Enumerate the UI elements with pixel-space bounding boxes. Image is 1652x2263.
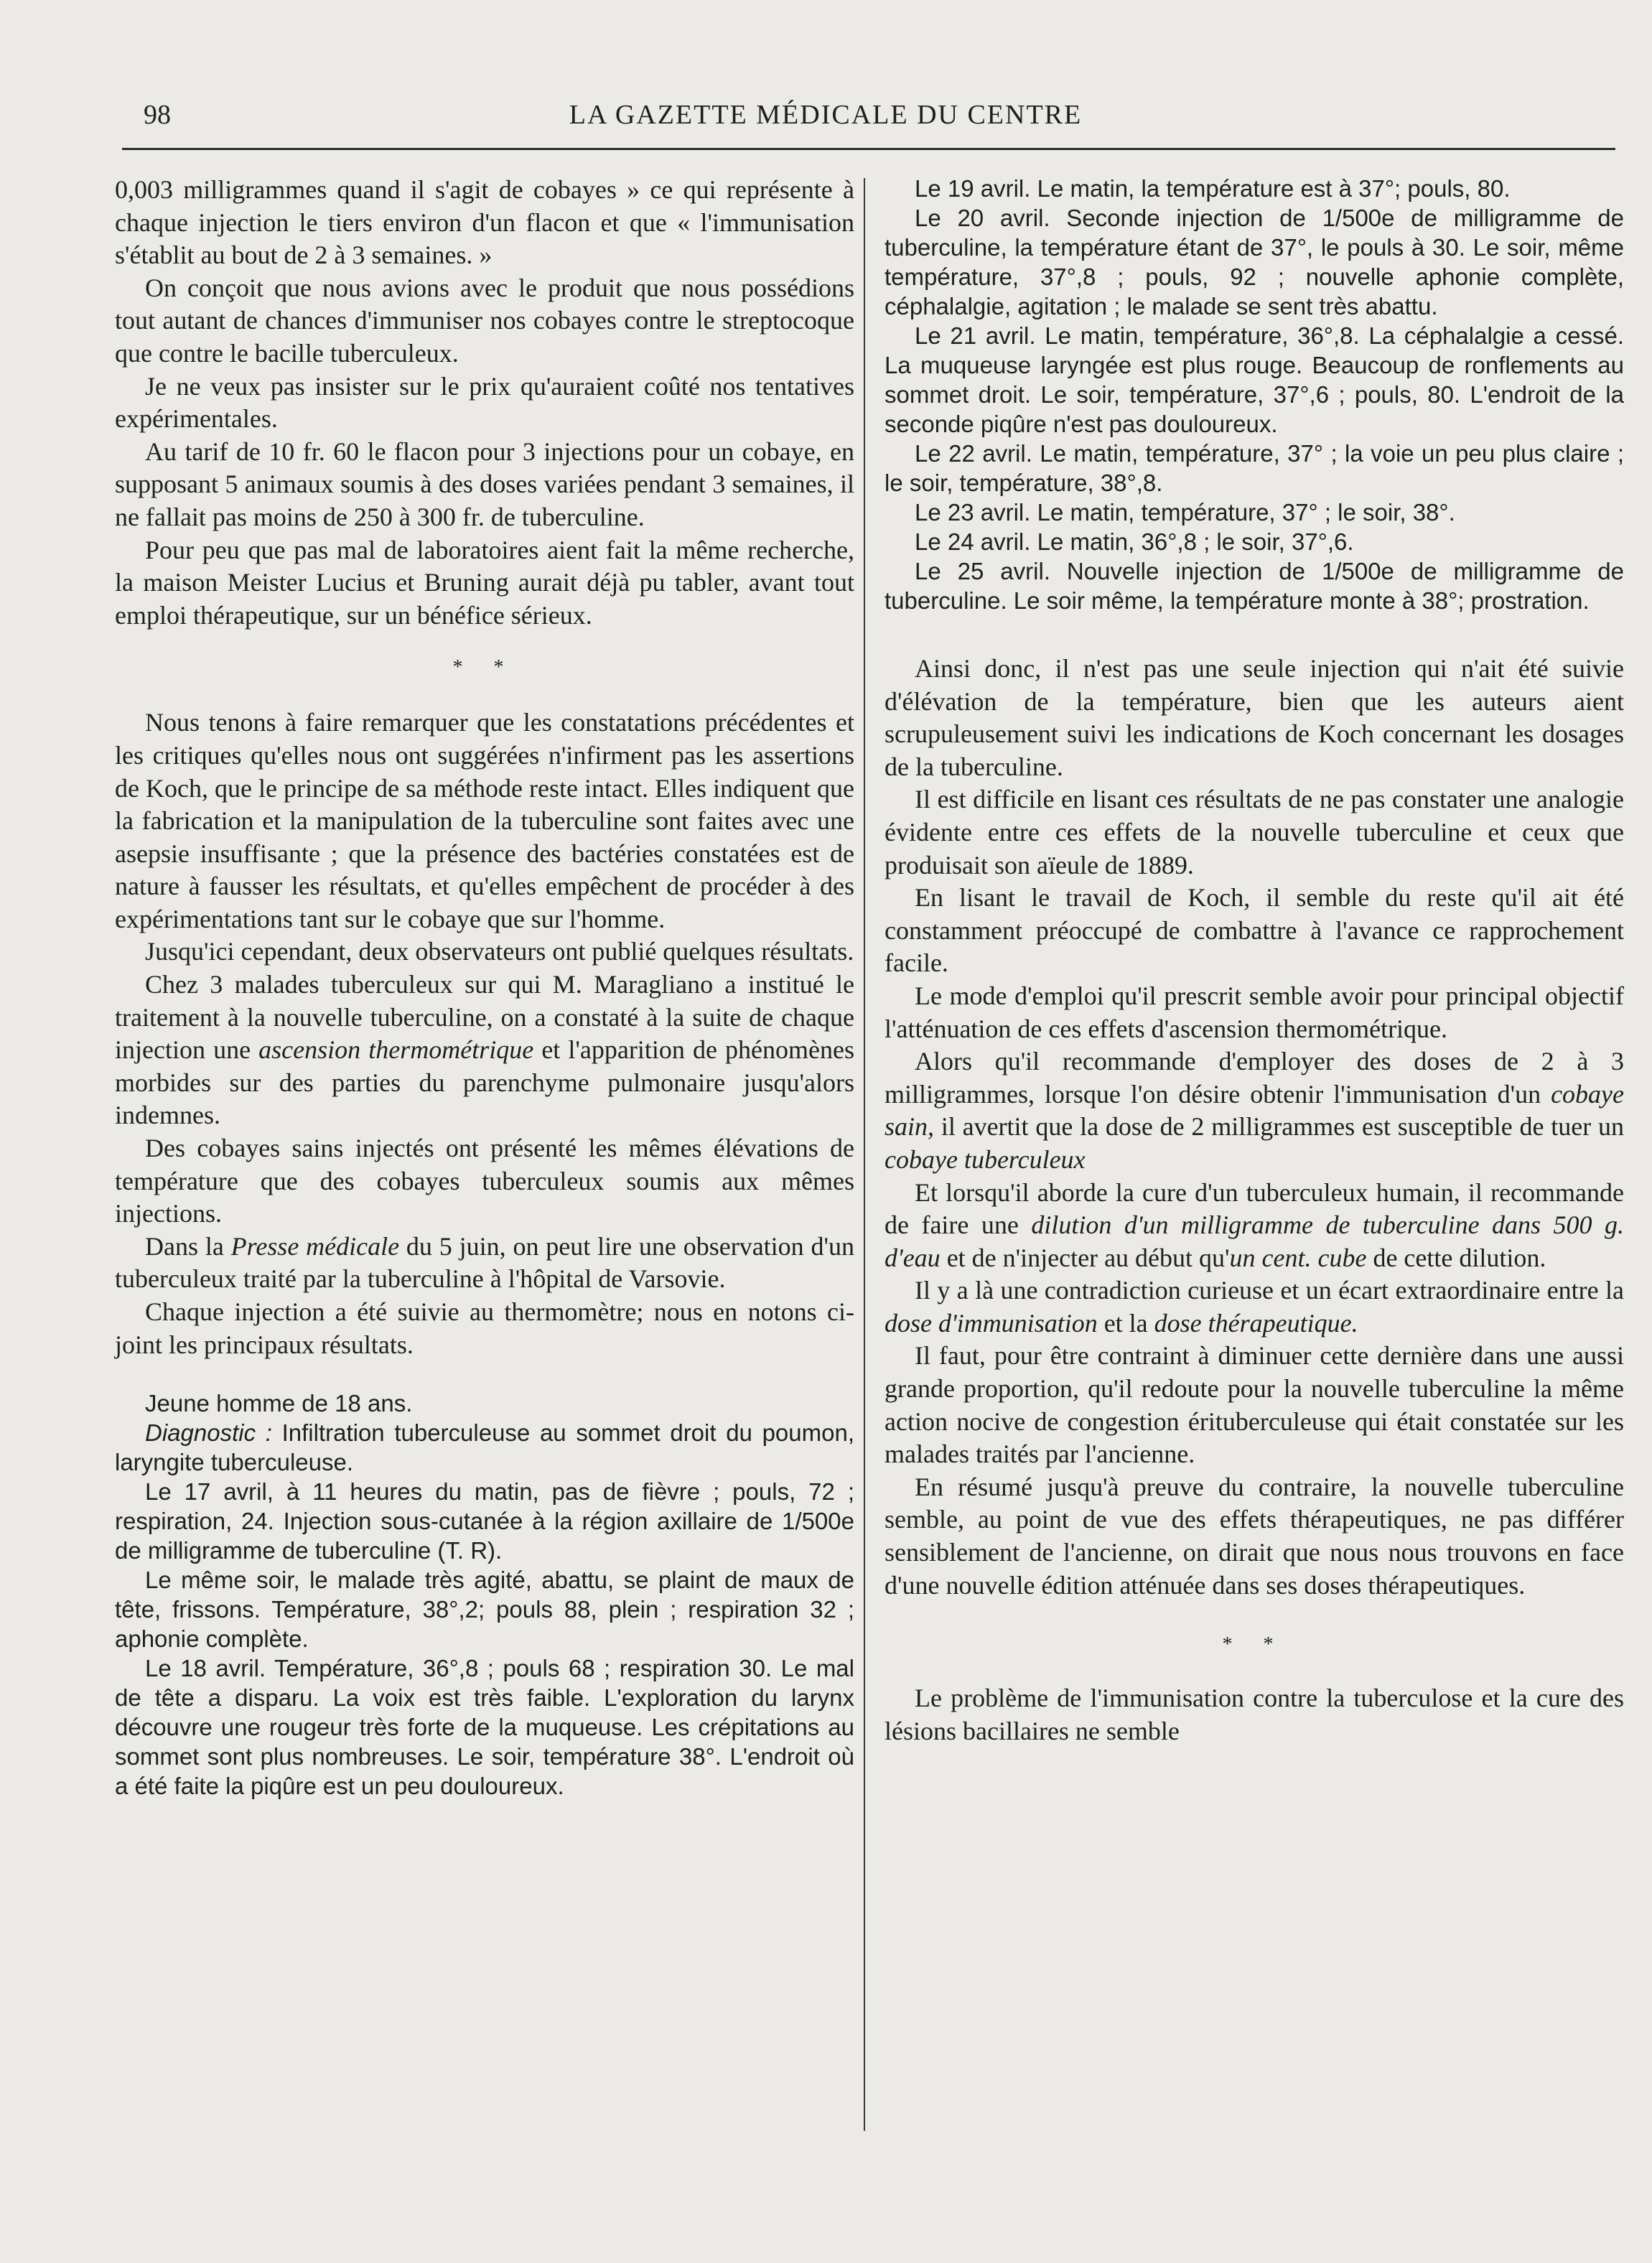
observation-line: Diagnostic : Infiltration tuberculeuse au sommet droit du poumon, laryngite tuberculeuse. <box>115 1419 854 1476</box>
paragraph: Nous tenons à faire remarquer que les constatations précédentes et les critiques qu'elles nous ont suggérées n'infirment pas les assertions de Koch, que le principe de sa méthode reste intact. Elles indiquent que la fabrication et la manipulation de la tuberculine sont faites avec une asepsie insuffisante ; que la présence des bactéries constatées est de nature à fausser les résultats, et qu'elles empêchent de procéder à des expérimentations tant sur le cobaye que sur l'homme. <box>115 708 854 933</box>
observation-line: Jeune homme de 18 ans. <box>145 1390 413 1417</box>
observation-line: Le 20 avril. Seconde injection de 1/500e de milligramme de tuberculine, la température étant de 37°, le pouls à 30. Le soir, même température, 37°,8 ; pouls, 92 ; nouvelle aphonie complète, céphalalgie, agitation ; le malade se sent très abattu. <box>885 205 1624 319</box>
emphasis: cobaye tuberculeux <box>885 1144 1086 1174</box>
paragraph: On conçoit que nous avions avec le produit que nous possédions tout autant de chances d'immuniser nos cobayes contre le streptocoque que contre le bacille tuberculeux. <box>115 273 854 368</box>
paragraph: Il y a là une contradiction curieuse et un écart extraordinaire entre la dose d'immunisation et la dose thérapeutique. <box>885 1276 1624 1338</box>
paragraph: En résumé jusqu'à preuve du contraire, la nouvelle tuberculine semble, au point de vue des effets thérapeutiques, ne pas différer sensiblement de l'ancienne, on dirait que nous nous trouvons en face d'une nouvelle édition atténuée dans ses doses thérapeutiques. <box>885 1472 1624 1600</box>
paragraph: Chez 3 malades tuberculeux sur qui M. Maragliano a institué le traitement à la nouvelle tuberculine, on a constaté à la suite de chaque injection une ascension thermométrique et l'apparition de phénomènes morbides sur des parties du parenchyme pulmonaire jusqu'alors indemnes. <box>115 970 854 1130</box>
paragraph: Ainsi donc, il n'est pas une seule injection qui n'ait été suivie d'élévation de la température, bien que les auteurs aient scrupuleusement suivi les indications de Koch concernant les dosages de la tuberculine. <box>885 654 1624 781</box>
emphasis: dose thérapeutique. <box>1154 1308 1358 1338</box>
right-column <box>885 174 1624 1748</box>
paragraph: Il faut, pour être contraint à diminuer cette dernière dans une aussi grande proportion, qu'il redoute pour la nouvelle tuberculine la même action nocive de congestion érituberculeuse qui était constatée sur les malades traités par l'ancienne. <box>885 1341 1624 1469</box>
header-rule <box>122 148 1615 150</box>
observation-line: Le 22 avril. Le matin, température, 37° ; la voie un peu plus claire ; le soir, température, 38°,8. <box>885 440 1624 496</box>
emphasis: dilution d'un milligramme de tuberculine dans 500 g. d'eau <box>885 1210 1624 1272</box>
emphasis: un cent. cube <box>1229 1243 1367 1272</box>
paragraph: Le problème de l'immunisation contre la tuberculose et la cure des lésions bacillaires ne semble <box>885 1684 1624 1745</box>
paragraph: Pour peu que pas mal de laboratoires aient fait la même recherche, la maison Meister Lucius et Bruning aurait déjà pu tabler, avant tout emploi thérapeutique, sur un bénéfice sérieux. <box>115 535 854 630</box>
page-number: 98 <box>144 100 171 130</box>
emphasis: cobaye sain, <box>885 1079 1625 1142</box>
emphasis: Presse médicale <box>230 1231 400 1261</box>
left-column <box>115 174 854 1801</box>
paragraph: Dans la Presse médicale du 5 juin, on peut lire une observation d'un tuberculeux traité par la tuberculine à l'hôpital de Varsovie. <box>115 1231 855 1294</box>
observation-line: Le 24 avril. Le matin, 36°,8 ; le soir, 37°,6. <box>915 528 1354 555</box>
emphasis: Diagnostic : <box>145 1419 272 1447</box>
paragraph: Jusqu'ici cependant, deux observateurs ont publié quelques résultats. <box>145 937 854 966</box>
observation-line: Le 23 avril. Le matin, température, 37° ; le soir, 38°. <box>915 499 1455 526</box>
paragraph: Il est difficile en lisant ces résultats de ne pas constater une analogie évidente entre ces effets de la nouvelle tuberculine et ceux que produisait son aïeule de 1889. <box>885 785 1624 879</box>
section-separator: * * <box>452 656 517 679</box>
observation-line: Le 17 avril, à 11 heures du matin, pas de fièvre ; pouls, 72 ; respiration, 24. Injection sous-cutanée à la région axillaire de 1/500e de milligramme de tuberculine (T. R). <box>115 1478 854 1564</box>
emphasis: ascension thermométrique <box>258 1035 534 1065</box>
paragraph: Alors qu'il recommande d'employer des doses de 2 à 3 milligrammes, lorsque l'on désire obtenir l'immunisation d'un cobaye sain, il avertit que la dose de 2 milligrammes est susceptible de tuer un cobaye tuberculeux <box>885 1047 1625 1174</box>
paragraph: Le mode d'emploi qu'il prescrit semble avoir pour principal objectif l'atténuation de ces effets d'ascension thermométrique. <box>885 981 1624 1043</box>
section-separator: * * <box>1222 1633 1287 1656</box>
page-header <box>144 99 1508 142</box>
paragraph: En lisant le travail de Koch, il semble du reste qu'il ait été constamment préoccupé de combattre à l'avance ce rapprochement facile. <box>885 883 1624 978</box>
paragraph: 0,003 milligrammes quand il s'agit de cobayes » ce qui représente à chaque injection le tiers environ d'un flacon et que « l'immunisation s'établit au bout de 2 à 3 semaines. » <box>115 175 854 270</box>
observation-line: Le 19 avril. Le matin, la température est à 37°; pouls, 80. <box>915 175 1511 202</box>
observation-line: Le 25 avril. Nouvelle injection de 1/500e de milligramme de tuberculine. Le soir même, la température monte à 38°; prostration. <box>885 558 1624 614</box>
observation-line: Le 18 avril. Température, 36°,8 ; pouls 68 ; respiration 30. Le mal de tête a disparu. La voix est très faible. L'exploration du larynx découvre une rougeur très forte de la muqueuse. Les crépitations au sommet sont plus nombreuses. Le soir, température 38°. L'endroit où a été faite la piqûre est un peu douloureux. <box>115 1655 854 1800</box>
paragraph: Je ne veux pas insister sur le prix qu'auraient coûté nos tentatives expérimentales. <box>115 371 854 434</box>
column-divider <box>864 178 865 2131</box>
journal-title: LA GAZETTE MÉDICALE DU CENTRE <box>569 100 1083 130</box>
paragraph: Au tarif de 10 fr. 60 le flacon pour 3 injections pour un cobaye, en supposant 5 animaux soumis à des doses variées pendant 3 semaines, il ne fallait pas moins de 250 à 300 fr. de tuberculine. <box>115 437 854 531</box>
observation-line: Le même soir, le malade très agité, abattu, se plaint de maux de tête, frissons. Température, 38°,2; pouls 88, plein ; respiration 32 ; aphonie complète. <box>115 1567 854 1653</box>
paragraph: Des cobayes sains injectés ont présenté les mêmes élévations de température que des cobayes tuberculeux soumis aux mêmes injections. <box>115 1134 854 1228</box>
paragraph: Chaque injection a été suivie au thermomètre; nous en notons ci-joint les principaux résultats. <box>115 1297 854 1359</box>
emphasis: dose d'immunisation <box>885 1308 1098 1338</box>
paragraph: Et lorsqu'il aborde la cure d'un tuberculeux humain, il recommande de faire une dilution d'un milligramme de tuberculine dans 500 g. d'eau et de n'injecter au début qu'un cent. cube de cette dilution. <box>885 1177 1624 1272</box>
observation-line: Le 21 avril. Le matin, température, 36°,8. La céphalalgie a cessé. La muqueuse laryngée est plus rouge. Beaucoup de ronflements au sommet droit. Le soir, température, 37°,6 ; pouls, 80. L'endroit de la seconde piqûre n'est pas douloureux. <box>885 322 1624 437</box>
